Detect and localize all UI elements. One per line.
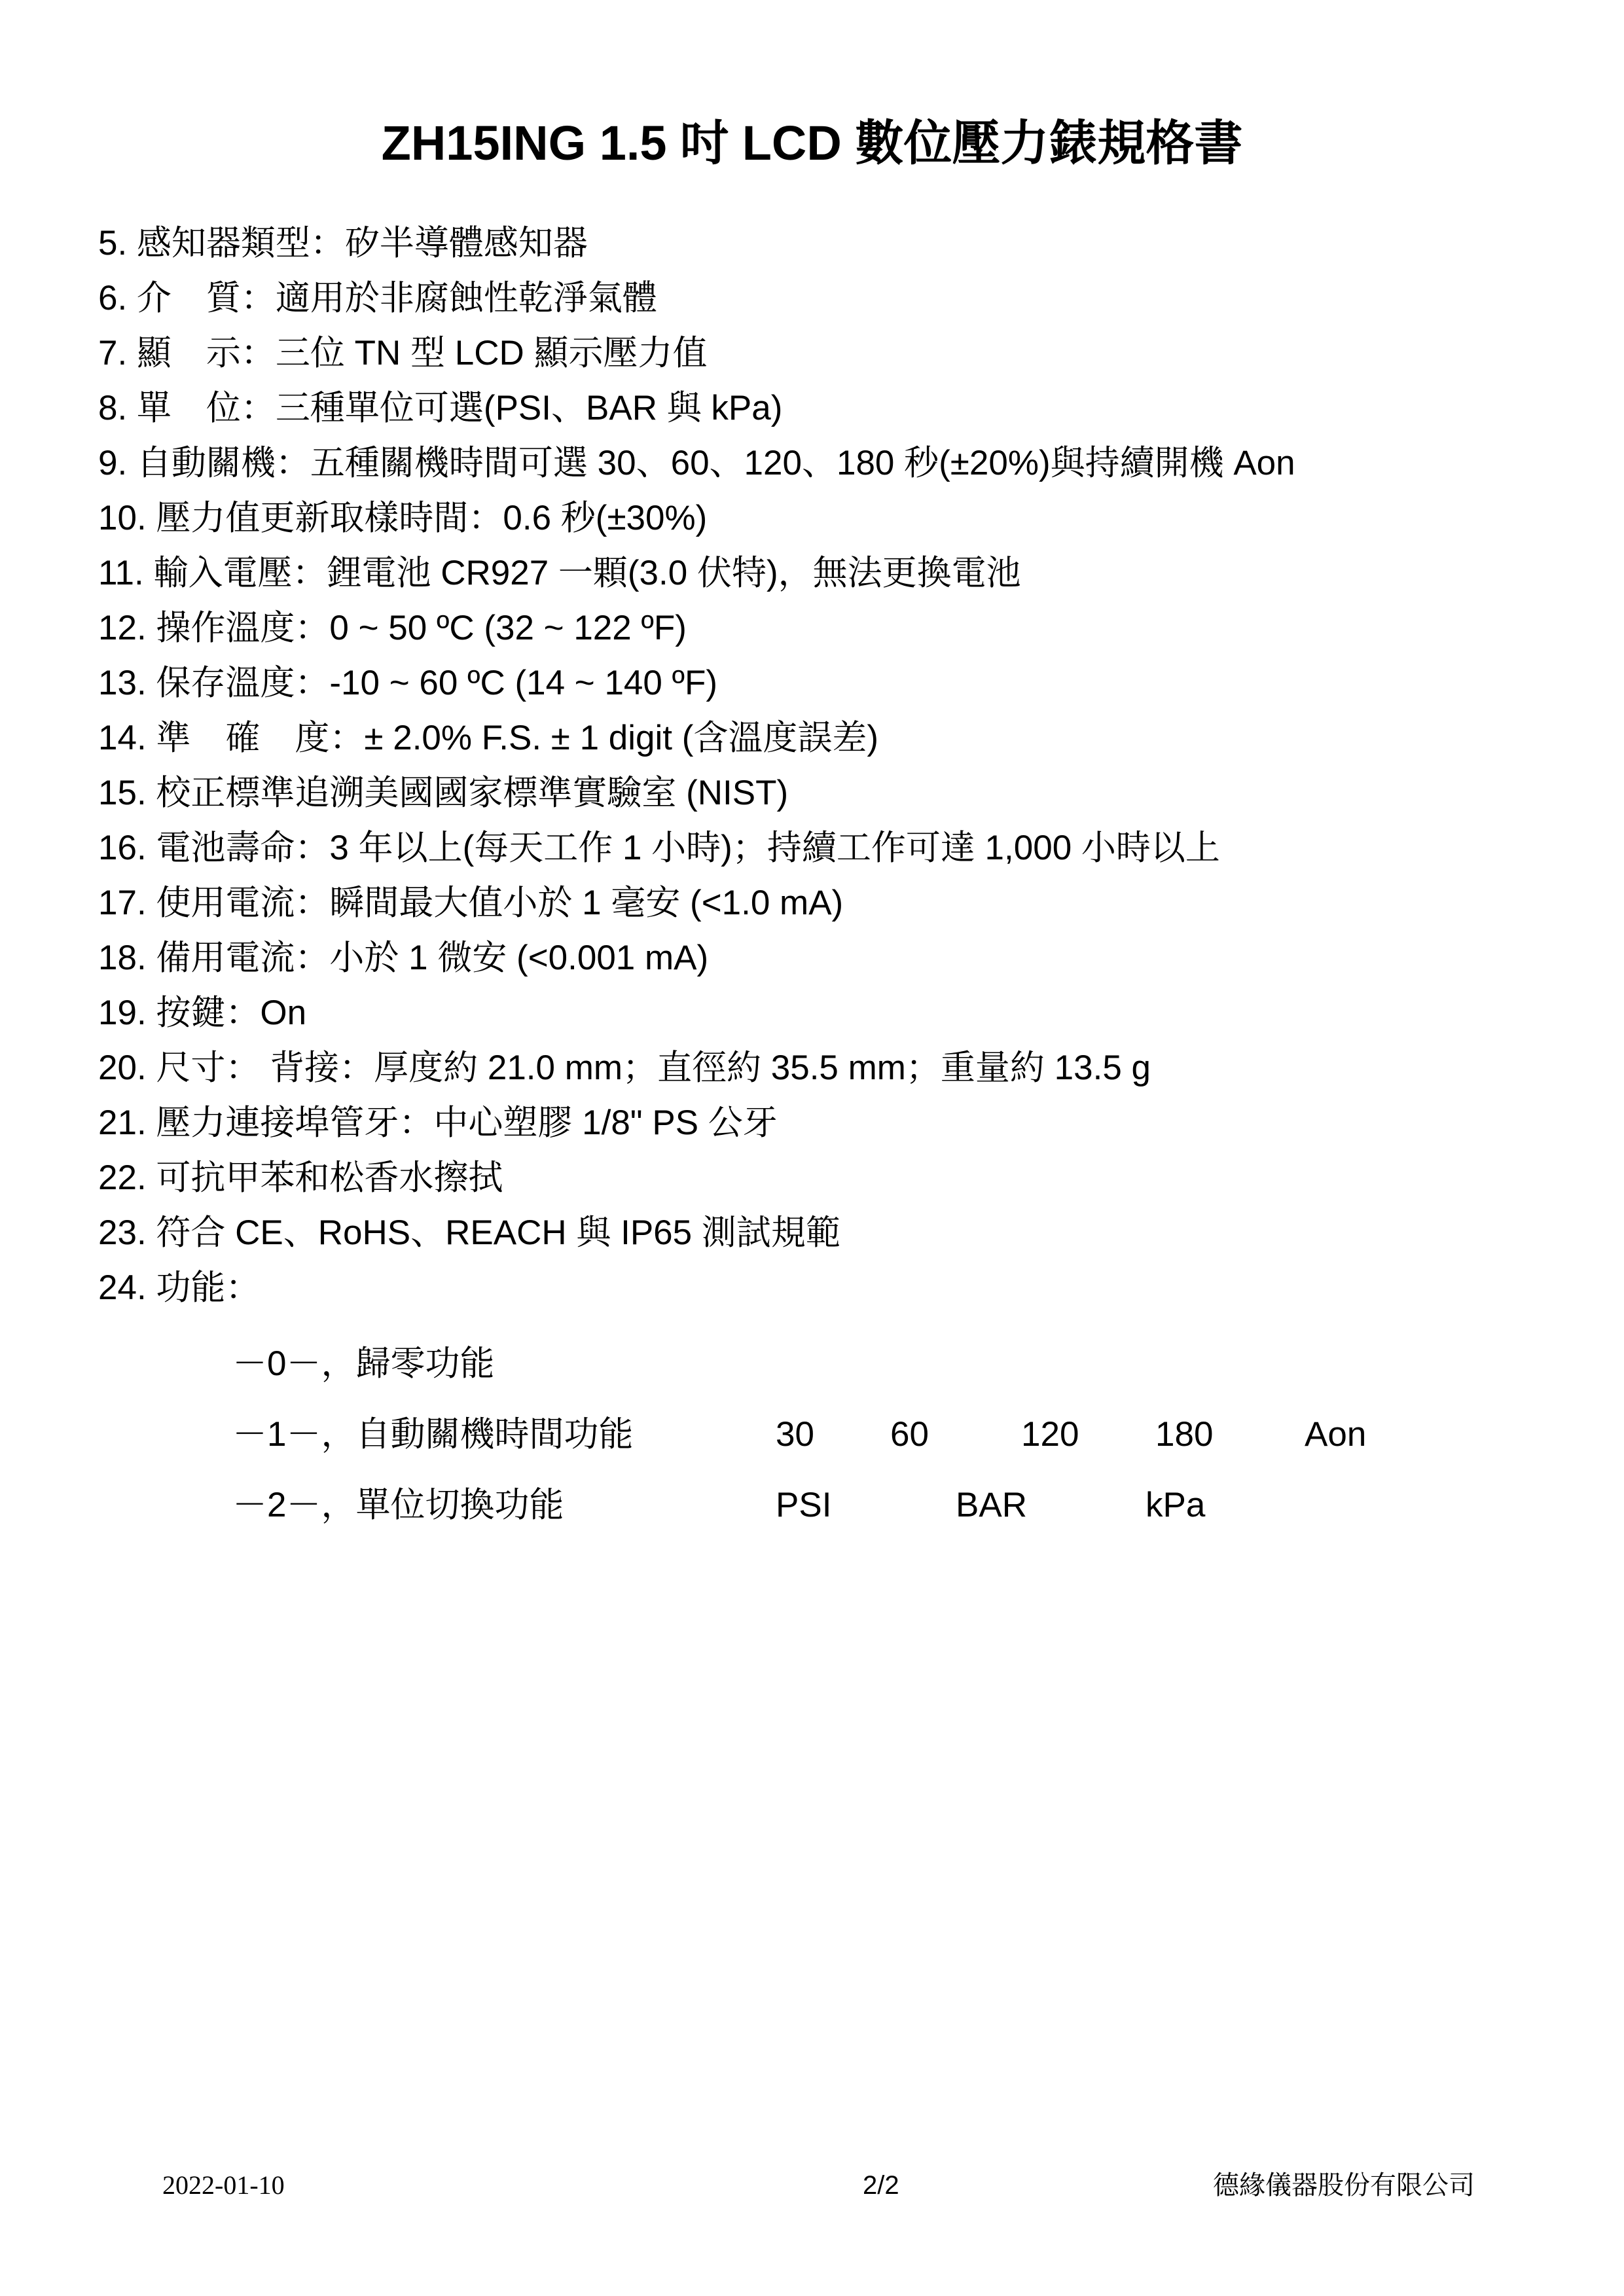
function-label: －1－，自動關機時間功能 [232,1415,634,1454]
spec-item-18: 18. 備用電流：小於 1 微安 (<0.001 mA) [98,939,709,977]
spec-item-13: 13. 保存溫度：-10 ~ 60 ºC (14 ~ 140 ºF) [98,664,717,702]
function-list [232,1329,1476,1541]
spec-item-14: 14. 準 確 度：± 2.0% F.S. ± 1 digit (含溫度誤差) [98,719,879,757]
spec-item-5: 5. 感知器類型：矽半導體感知器 [98,224,588,262]
spec-item-17: 17. 使用電流：瞬間最大值小於 1 毫安 (<1.0 mA) [98,884,844,922]
spec-item-6: 6. 介 質：適用於非腐蝕性乾淨氣體 [98,279,657,317]
footer-page-number: 2/2 [863,2171,899,2200]
spec-item-12: 12. 操作溫度：0 ~ 50 ºC (32 ~ 122 ºF) [98,609,687,647]
spec-item-24: 24. 功能： [98,1268,261,1307]
spec-item-22: 22. 可抗甲苯和松香水擦拭 [98,1158,503,1197]
function-row-unit [232,1470,1476,1541]
function-row-zero [232,1329,1476,1399]
function-option: 180 [1155,1415,1214,1454]
function-option: BAR [956,1486,1027,1524]
function-option: PSI [776,1486,832,1524]
spec-item-9: 9. 自動關機：五種關機時間可選 30、60、120、180 秒(±20%)與持續開機 Aon [98,444,1295,482]
function-option: 120 [1021,1415,1079,1454]
spec-item-21: 21. 壓力連接埠管牙：中心塑膠 1/8" PS 公牙 [98,1103,778,1142]
function-label: －0－，歸零功能 [232,1344,495,1383]
spec-item-10: 10. 壓力值更新取樣時間：0.6 秒(±30%) [98,499,708,537]
function-option: 60 [890,1415,929,1454]
function-option: Aon [1305,1415,1367,1454]
spec-item-19: 19. 按鍵：On [98,994,307,1032]
footer-date: 2022-01-10 [162,2170,285,2200]
function-label: －2－，單位切換功能 [232,1486,564,1524]
spec-item-15: 15. 校正標準追溯美國國家標準實驗室 (NIST) [98,774,789,812]
function-row-auto-off [232,1399,1476,1470]
document-title: ZH15ING 1.5 吋 LCD 數位壓力錶規格書 [381,116,1243,170]
function-option: 30 [776,1415,814,1454]
spec-item-16: 16. 電池壽命：3 年以上(每天工作 1 小時)；持續工作可達 1,000 小時以上 [98,829,1220,867]
spec-item-23: 23. 符合 CE、RoHS、REACH 與 IP65 測試規範 [98,1213,840,1252]
spec-list [98,216,1538,1316]
footer-company: 德緣儀器股份有限公司 [1213,2170,1475,2200]
spec-item-20: 20. 尺寸： 背接：厚度約 21.0 mm；直徑約 35.5 mm；重量約 13.5 g [98,1049,1151,1087]
spec-item-7: 7. 顯 示：三位 TN 型 LCD 顯示壓力值 [98,334,708,372]
spec-item-8: 8. 單 位：三種單位可選(PSI、BAR 與 kPa) [98,389,783,427]
spec-item-11: 11. 輸入電壓：鋰電池 CR927 一顆(3.0 伏特)，無法更換電池 [98,554,1021,592]
function-option: kPa [1146,1486,1206,1524]
